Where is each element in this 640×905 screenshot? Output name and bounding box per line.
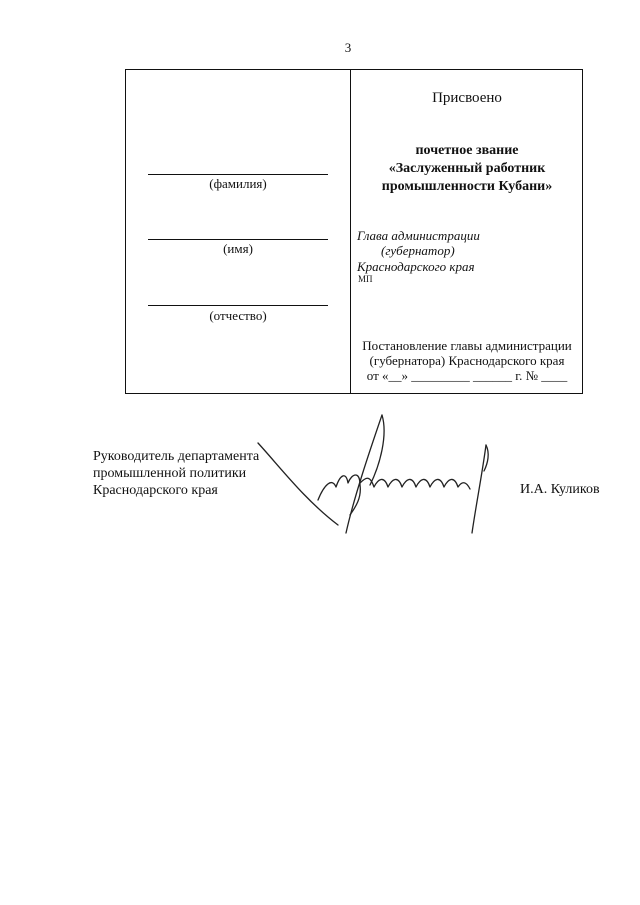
assigned-heading: Присвоено xyxy=(432,90,502,106)
first-name-line xyxy=(148,239,328,240)
signer-position xyxy=(93,448,259,499)
head-title-line: (губернатор) xyxy=(381,243,455,258)
head-title-line: Глава администрации xyxy=(357,228,480,243)
head-title-line: Краснодарского края xyxy=(357,259,475,274)
decree-line: (губернатора) Краснодарского края xyxy=(369,353,565,368)
honorary-title-line: почетное звание xyxy=(415,143,519,158)
page-number: 3 xyxy=(344,40,352,55)
decree-line: Постановление главы администрации xyxy=(362,338,572,353)
honorary-title-line: «Заслуженный работник xyxy=(388,161,546,176)
first-name-label: (имя) xyxy=(223,241,253,256)
signer-position-line: промышленной политики xyxy=(93,466,247,481)
honorary-title xyxy=(351,142,583,196)
signer-name: И.А. Куликов xyxy=(520,482,600,497)
signer-position-line: Краснодарского края xyxy=(93,483,218,498)
patronymic-line xyxy=(148,305,328,306)
decree-line: от «__» _________ ______ г. № ____ xyxy=(366,368,568,383)
patronymic-label: (отчество) xyxy=(209,308,267,323)
stamp-mark: МП xyxy=(358,274,373,284)
surname-label: (фамилия) xyxy=(209,176,267,191)
signer-position-line: Руководитель департамента xyxy=(93,449,260,464)
handwritten-signature xyxy=(250,405,520,545)
honorary-title-line: промышленности Кубани» xyxy=(381,179,553,194)
surname-line xyxy=(148,174,328,175)
